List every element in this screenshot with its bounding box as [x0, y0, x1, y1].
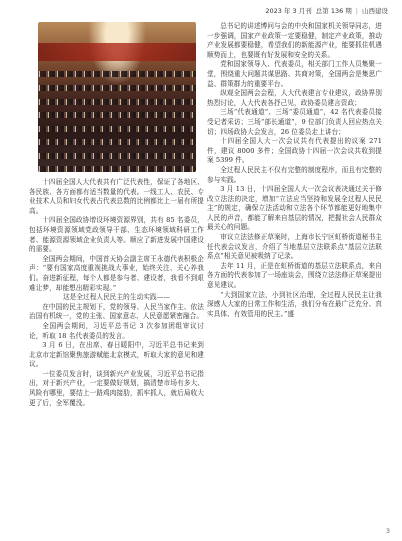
paragraph: 全国两会期间，中国首天协会副主席王永德代表积极企声：“要有国家高度重视挑战大事业，始终关注、关心养我们。奋进新征程，每个人都是参与者、建设者，我看不到艰难让梦，却能想出精彩实现。” — [29, 254, 204, 292]
section-name: 山西建设 — [362, 7, 388, 15]
section-subheading: 这是全过程人民民主的生动实践—— — [62, 293, 171, 302]
paragraph: 3 月 13 日，十四届全国人大一次会议表决通过关于修改立法法的决定，增加“立法应当坚持和发展全过程人民民主”的规定，确保立法活动和立法各个环节都能更好地集中人民的声音，都能了解来自基层的情况，把握社会人民群众最关心的问题。 — [207, 185, 382, 232]
paragraph: 3 月 6 日，在出席、春日暖阳中，习近平总书记来到北京市定新馆聚焦旅游赋能北京模式，听取大家的意见和建议。 — [29, 341, 204, 369]
photo-audience-rows — [38, 67, 196, 172]
page-number: 3 — [385, 527, 390, 535]
paragraph: 十四届全国人大一次会议共有代表提出的议案 271 件，建议 8000 多件；全国政协十四届一次会议共收到提案 5399 件。 — [207, 137, 382, 165]
photo-banner-band — [38, 43, 196, 61]
issue-number: 总第 136 期 — [315, 7, 352, 15]
paragraph: 十四届全国人大代表共有广泛代表性，保证了各地区、各民族、各方面都有适当数量的代表。一线工人、农民、专业技术人员和妇女代表占代表总数的比例都比上一届有所提高。 — [29, 178, 204, 215]
paragraph: 一位委员发言时，谈到新兴产业发展，习近平总书记指出，对于新兴产业，一定要做好规划，搞清楚市场有多大、风险有哪里，要结上一路鸡肉接肋，抓牢抓人，就后局收大更了后，全军覆没。 — [29, 369, 204, 407]
paragraph: 在中国的民主规划下，党的领导、人民当家作主、依法治国有机统一，党的主张、国家意志、人民意愿紧密融合。 — [29, 302, 204, 321]
header-separator: | — [355, 6, 358, 15]
paragraph: 十四届全国政协增设环境资源界别，共有 85 名委员，包括环境资源领域党政领导干部、生态环境领域科研工作者、能源资源领域企业负责人等。顺应了新进发展中国建设的需要。 — [29, 216, 204, 254]
paragraph: 党和国家领导人、代表委员，相关部门工作人员集聚一堂，围绕重大问题共谋思路、共商对策，全国两会是集思广益、群策群力的重要平台。 — [207, 60, 382, 88]
paragraph: 全国两会期间，习近平总书记 3 次参加团组审议讨论，听取 18 名代表委员的发言。 — [29, 321, 204, 340]
paragraph: 全过程人民民主不仅有完整的制度程序，而且有完整的参与实践。 — [207, 165, 382, 184]
issue-date: 2023 年 3 月刊 — [265, 7, 312, 15]
paragraph: 三场“代表通道”、三场“委员通道”，42 名代表委员接受记者采访；三场“部长通道”，9 位部门负责人回应热点关切；四场政协大会发言，26 位委员走上讲台； — [207, 108, 382, 136]
article-column-left — [29, 178, 204, 408]
page-header — [265, 6, 388, 15]
article-column-right — [207, 22, 382, 319]
session-photo — [38, 22, 196, 172]
paragraph: 审议立法法修正草案时，上海市长宁区虹桥街道秘书主任代表会议发言，介绍了当地基层立法联系点“基层立法联系点”相关意见被吸纳了记录。 — [207, 233, 382, 261]
paragraph: 去年 11 月，正是在虹桥街道的基层立法联系点，来自各方面的代表参加了一场座谈会，围绕立法法修正草案提出意见建议。 — [207, 261, 382, 290]
paragraph: 纵观全国两会会程，人大代表建言专业建议，政协界别热烈讨论，人大代表各抒己见，政协委员建言资政； — [207, 89, 382, 107]
paragraph: “大到国家立法，小到社区治理，全过程人民民主让我深感人大家的日常工作和生活，我们分布在最广泛充分、真实具体、有效管用的民主。”盛 — [207, 290, 382, 318]
paragraph: 总书记的讲述博问与会的中央和国家机关领导同志，进一步强调，国家产业政策一定要稳健，制定产业政策，推动产业发展都要稳健，希望我们的新能源产业，能要抓住机遇顺势而上，也要既有好发展和安全的关系。 — [207, 22, 382, 59]
